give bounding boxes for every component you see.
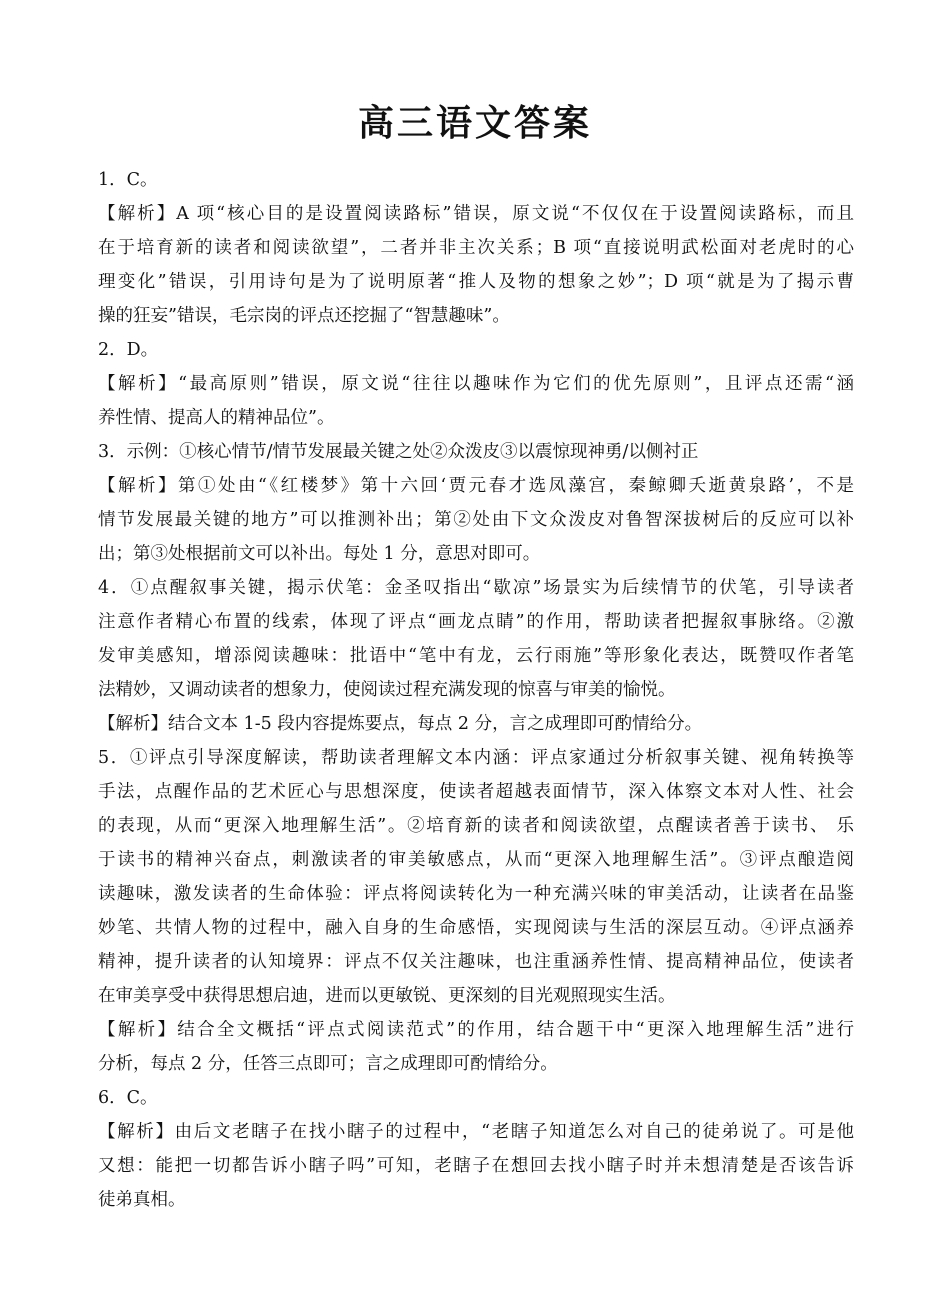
answer-5-line: 读趣味，激发读者的生命体验：评点将阅读转化为一种充满兴味的审美活动，让读者在品鉴 <box>98 884 854 904</box>
analysis-6-line: 【解析】由后文老瞎子在找小瞎子的过程中，“老瞎子知道怎么对自己的徒弟说了。可是他 <box>98 1122 854 1142</box>
analysis-1-line: 在于培育新的读者和阅读欲望”，二者并非主次关系；B 项“直接说明武松面对老虎时的心 <box>98 238 854 258</box>
answer-4-line: 4．①点醒叙事关键，揭示伏笔：金圣叹指出“歇凉”场景实为后续情节的伏笔，引导读者 <box>98 578 854 598</box>
analysis-2-line: 养性情、提高人的精神品位”。 <box>98 408 335 428</box>
answer-1: 1．C。 <box>98 170 158 190</box>
answer-body <box>98 163 854 1217</box>
answer-4-line: 发审美感知，增添阅读趣味：批语中“笔中有龙，云行雨施”等形象化表达，既赞叹作者笔 <box>98 646 854 666</box>
analysis-5-line: 分析，每点 2 分，任答三点即可；言之成理即可酌情给分。 <box>98 1054 558 1074</box>
answer-5-line: 于读书的精神兴奋点，刺激读者的审美敏感点，从而“更深入地理解生活”。③评点酿造阅 <box>98 850 854 870</box>
analysis-1-line: 【解析】A 项“核心目的是设置阅读路标”错误，原文说“不仅仅在于设置阅读路标，而且 <box>98 204 854 224</box>
analysis-3-line: 【解析】第①处由“《红楼梦》第十六回‘贾元春才选凤藻宫，秦鲸卿夭逝黄泉路’，不是 <box>98 476 854 496</box>
analysis-5-line: 【解析】结合全文概括“评点式阅读范式”的作用，结合题干中“更深入地理解生活”进行 <box>98 1020 854 1040</box>
answer-3: 3．示例：①核心情节/情节发展最关键之处②众泼皮③以震惊现神勇/以侧衬正 <box>98 442 699 462</box>
analysis-1-line: 理变化”错误，引用诗句是为了说明原著“推人及物的想象之妙”；D 项“就是为了揭示曹 <box>98 272 854 292</box>
analysis-4-line: 【解析】结合文本 1-5 段内容提炼要点，每点 2 分，言之成理即可酌情给分。 <box>98 714 703 734</box>
page-title: 高三语文答案 <box>357 103 592 144</box>
answer-4-line: 法精妙，又调动读者的想象力，使阅读过程充满发现的惊喜与审美的愉悦。 <box>98 680 676 700</box>
answer-5-line: 妙笔、共情人物的过程中，融入自身的生命感悟，实现阅读与生活的深层互动。④评点涵养 <box>98 918 854 938</box>
answer-2: 2．D。 <box>98 340 159 360</box>
answer-5-line: 在审美享受中获得思想启迪，进而以更敏锐、更深刻的目光观照现实生活。 <box>98 986 676 1006</box>
answer-5-line: 精神，提升读者的认知境界：评点不仅关注趣味，也注重涵养性情、提高精神品位，使读者 <box>98 952 854 972</box>
analysis-6-line: 徒弟真相。 <box>98 1190 186 1210</box>
analysis-6-line: 又想：能把一切都告诉小瞎子吗”可知，老瞎子在想回去找小瞎子时并未想清楚是否该告诉 <box>98 1156 854 1176</box>
answer-6: 6．C。 <box>98 1088 158 1108</box>
answer-5-line: 的表现，从而“更深入地理解生活”。②培育新的读者和阅读欲望，点醒读者善于读书、 乐 <box>98 816 854 836</box>
analysis-3-line: 出；第③处根据前文可以补出。每处 1 分，意思对即可。 <box>98 544 541 564</box>
analysis-2-line: 【解析】“最高原则”错误，原文说“往往以趣味作为它们的优先原则”，且评点还需“涵 <box>98 374 854 394</box>
analysis-3-line: 情节发展最关键的地方”可以推测补出；第②处由下文众泼皮对鲁智深拔树后的反应可以补 <box>98 510 854 530</box>
answer-5-line: 手法，点醒作品的艺术匠心与思想深度，使读者超越表面情节，深入体察文本对人性、社会 <box>98 782 854 802</box>
answer-5-line: 5．①评点引导深度解读，帮助读者理解文本内涵：评点家通过分析叙事关键、视角转换等 <box>98 748 854 768</box>
analysis-1-line: 操的狂妄”错误，毛宗岗的评点还挖掘了“智慧趣味”。 <box>98 306 510 326</box>
answer-4-line: 注意作者精心布置的线索，体现了评点“画龙点睛”的作用，帮助读者把握叙事脉络。②激 <box>98 612 854 632</box>
